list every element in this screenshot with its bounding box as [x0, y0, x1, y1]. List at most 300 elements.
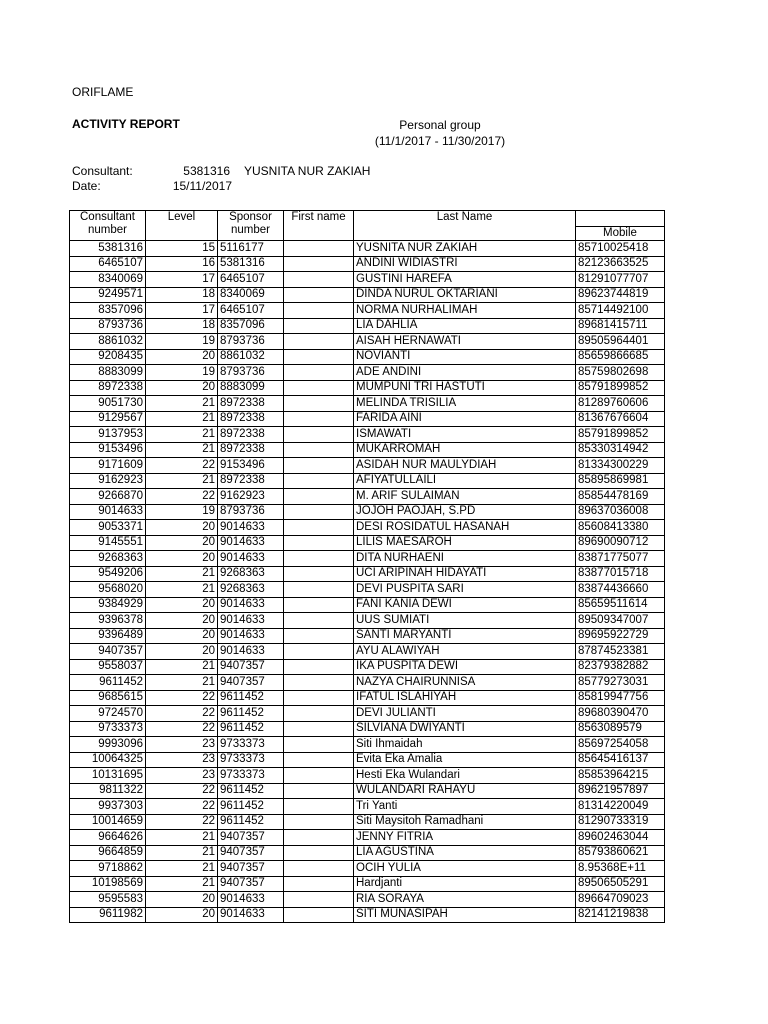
table-row	[70, 551, 665, 567]
cell-mobile: 85819947756	[576, 690, 665, 706]
cell-sponsor-number: 8883099	[218, 380, 284, 396]
cell-consultant-number: 9595583	[70, 892, 146, 908]
cell-last-name: AFIYATULLAILI	[354, 473, 576, 489]
cell-mobile: 8563089579	[576, 721, 665, 737]
cell-first-name	[284, 442, 354, 458]
cell-mobile: 85853964215	[576, 768, 665, 784]
col-first-name: First name	[284, 211, 354, 241]
cell-consultant-number: 9153496	[70, 442, 146, 458]
cell-mobile: 8.95368E+11	[576, 861, 665, 877]
cell-mobile: 82141219838	[576, 907, 665, 923]
cell-mobile: 89505964401	[576, 334, 665, 350]
cell-level: 20	[146, 380, 218, 396]
cell-level: 21	[146, 582, 218, 598]
cell-sponsor-number: 9407357	[218, 659, 284, 675]
table-row	[70, 504, 665, 520]
cell-sponsor-number: 8793736	[218, 365, 284, 381]
table-row	[70, 349, 665, 365]
cell-last-name: Hardjanti	[354, 876, 576, 892]
table-row	[70, 566, 665, 582]
cell-level: 21	[146, 675, 218, 691]
cell-level: 19	[146, 365, 218, 381]
cell-mobile: 89602463044	[576, 830, 665, 846]
cell-mobile: 85791899852	[576, 380, 665, 396]
cell-sponsor-number: 9014633	[218, 907, 284, 923]
table-row	[70, 272, 665, 288]
cell-sponsor-number: 8861032	[218, 349, 284, 365]
cell-last-name: AYU ALAWIYAH	[354, 644, 576, 660]
cell-sponsor-number: 8972338	[218, 411, 284, 427]
cell-last-name: YUSNITA NUR ZAKIAH	[354, 241, 576, 257]
cell-mobile: 81314220049	[576, 799, 665, 815]
consultant-info	[72, 164, 370, 194]
cell-mobile: 82379382882	[576, 659, 665, 675]
cell-mobile: 89623744819	[576, 287, 665, 303]
cell-first-name	[284, 721, 354, 737]
cell-sponsor-number: 8793736	[218, 504, 284, 520]
cell-sponsor-number: 5116177	[218, 241, 284, 257]
cell-level: 21	[146, 830, 218, 846]
cell-first-name	[284, 334, 354, 350]
cell-consultant-number: 5381316	[70, 241, 146, 257]
cell-mobile: 85714492100	[576, 303, 665, 319]
cell-consultant-number: 10198569	[70, 876, 146, 892]
cell-mobile: 89695922729	[576, 628, 665, 644]
cell-last-name: GUSTINI HAREFA	[354, 272, 576, 288]
table-row	[70, 876, 665, 892]
table-row	[70, 241, 665, 257]
cell-level: 22	[146, 489, 218, 505]
cell-sponsor-number: 9014633	[218, 892, 284, 908]
cell-first-name	[284, 907, 354, 923]
cell-last-name: DEVI JULIANTI	[354, 706, 576, 722]
cell-mobile: 85759802698	[576, 365, 665, 381]
cell-first-name	[284, 272, 354, 288]
group-label: Personal group	[399, 118, 481, 132]
cell-level: 21	[146, 442, 218, 458]
cell-last-name: SANTI MARYANTI	[354, 628, 576, 644]
cell-first-name	[284, 504, 354, 520]
cell-last-name: NOVIANTI	[354, 349, 576, 365]
cell-level: 17	[146, 272, 218, 288]
cell-level: 22	[146, 783, 218, 799]
cell-sponsor-number: 6465107	[218, 272, 284, 288]
cell-last-name: DINDA NURUL OKTARIANI	[354, 287, 576, 303]
cell-level: 18	[146, 318, 218, 334]
table-row	[70, 458, 665, 474]
cell-sponsor-number: 9611452	[218, 706, 284, 722]
cell-level: 19	[146, 334, 218, 350]
cell-last-name: FANI KANIA DEWI	[354, 597, 576, 613]
cell-sponsor-number: 9014633	[218, 535, 284, 551]
table-row	[70, 845, 665, 861]
cell-sponsor-number: 9611452	[218, 721, 284, 737]
cell-first-name	[284, 706, 354, 722]
cell-consultant-number: 9811322	[70, 783, 146, 799]
cell-mobile: 89621957897	[576, 783, 665, 799]
cell-consultant-number: 9384929	[70, 597, 146, 613]
cell-first-name	[284, 566, 354, 582]
cell-first-name	[284, 644, 354, 660]
cell-last-name: Siti Maysitoh Ramadhani	[354, 814, 576, 830]
cell-last-name: UCI ARIPINAH HIDAYATI	[354, 566, 576, 582]
cell-last-name: Tri Yanti	[354, 799, 576, 815]
cell-last-name: SILVIANA DWIYANTI	[354, 721, 576, 737]
col-sponsor-number: Sponsor number	[218, 211, 284, 241]
cell-consultant-number: 9611982	[70, 907, 146, 923]
cell-first-name	[284, 396, 354, 412]
cell-sponsor-number: 9014633	[218, 613, 284, 629]
cell-level: 21	[146, 473, 218, 489]
cell-consultant-number: 9733373	[70, 721, 146, 737]
cell-first-name	[284, 473, 354, 489]
cell-mobile: 85895869981	[576, 473, 665, 489]
cell-mobile: 81289760606	[576, 396, 665, 412]
cell-level: 15	[146, 241, 218, 257]
cell-consultant-number: 9993096	[70, 737, 146, 753]
cell-first-name	[284, 861, 354, 877]
table-row	[70, 752, 665, 768]
table-row	[70, 411, 665, 427]
table-row	[70, 396, 665, 412]
cell-level: 17	[146, 303, 218, 319]
table-row	[70, 814, 665, 830]
cell-sponsor-number: 9733373	[218, 737, 284, 753]
cell-sponsor-number: 8357096	[218, 318, 284, 334]
table-row	[70, 520, 665, 536]
table-row	[70, 799, 665, 815]
cell-level: 20	[146, 628, 218, 644]
cell-level: 21	[146, 659, 218, 675]
cell-consultant-number: 9724570	[70, 706, 146, 722]
cell-consultant-number: 10014659	[70, 814, 146, 830]
cell-sponsor-number: 9407357	[218, 830, 284, 846]
cell-first-name	[284, 241, 354, 257]
cell-consultant-number: 9249571	[70, 287, 146, 303]
cell-level: 21	[146, 411, 218, 427]
cell-last-name: Evita Eka Amalia	[354, 752, 576, 768]
cell-consultant-number: 9171609	[70, 458, 146, 474]
cell-level: 23	[146, 737, 218, 753]
table-row	[70, 365, 665, 381]
cell-first-name	[284, 489, 354, 505]
cell-mobile: 89637036008	[576, 504, 665, 520]
cell-sponsor-number: 8972338	[218, 473, 284, 489]
cell-consultant-number: 9937303	[70, 799, 146, 815]
cell-last-name: SITI MUNASIPAH	[354, 907, 576, 923]
cell-consultant-number: 9162923	[70, 473, 146, 489]
cell-mobile: 83874436660	[576, 582, 665, 598]
cell-last-name: MUMPUNI TRI HASTUTI	[354, 380, 576, 396]
table-row	[70, 907, 665, 923]
cell-level: 20	[146, 613, 218, 629]
cell-mobile: 89681415711	[576, 318, 665, 334]
cell-sponsor-number: 9611452	[218, 690, 284, 706]
cell-sponsor-number: 9014633	[218, 628, 284, 644]
cell-first-name	[284, 411, 354, 427]
cell-last-name: ISMAWATI	[354, 427, 576, 443]
consultant-label: Consultant:	[72, 164, 133, 178]
col-consultant-number: Consultant number	[70, 211, 146, 241]
cell-first-name	[284, 303, 354, 319]
table-row	[70, 256, 665, 272]
cell-mobile: 85659866685	[576, 349, 665, 365]
cell-consultant-number: 9396378	[70, 613, 146, 629]
cell-level: 23	[146, 752, 218, 768]
cell-consultant-number: 8883099	[70, 365, 146, 381]
cell-last-name: JENNY FITRIA	[354, 830, 576, 846]
cell-sponsor-number: 8793736	[218, 334, 284, 350]
cell-last-name: LILIS MAESAROH	[354, 535, 576, 551]
cell-level: 20	[146, 597, 218, 613]
cell-mobile: 83877015718	[576, 566, 665, 582]
cell-mobile: 89506505291	[576, 876, 665, 892]
table-row	[70, 582, 665, 598]
cell-first-name	[284, 613, 354, 629]
cell-mobile: 85791899852	[576, 427, 665, 443]
cell-first-name	[284, 349, 354, 365]
cell-first-name	[284, 427, 354, 443]
cell-level: 20	[146, 907, 218, 923]
cell-level: 21	[146, 876, 218, 892]
cell-consultant-number: 8861032	[70, 334, 146, 350]
cell-consultant-number: 6465107	[70, 256, 146, 272]
cell-first-name	[284, 799, 354, 815]
cell-first-name	[284, 737, 354, 753]
cell-mobile: 89680390470	[576, 706, 665, 722]
table-row	[70, 535, 665, 551]
cell-sponsor-number: 9162923	[218, 489, 284, 505]
cell-mobile: 89509347007	[576, 613, 665, 629]
cell-mobile: 85710025418	[576, 241, 665, 257]
cell-sponsor-number: 9611452	[218, 814, 284, 830]
cell-mobile: 85697254058	[576, 737, 665, 753]
cell-first-name	[284, 458, 354, 474]
cell-sponsor-number: 6465107	[218, 303, 284, 319]
cell-last-name: IFATUL ISLAHIYAH	[354, 690, 576, 706]
table-row	[70, 768, 665, 784]
table-row	[70, 721, 665, 737]
cell-mobile: 85608413380	[576, 520, 665, 536]
cell-last-name: OCIH YULIA	[354, 861, 576, 877]
cell-sponsor-number: 9268363	[218, 566, 284, 582]
cell-level: 22	[146, 721, 218, 737]
consultant-name: YUSNITA NUR ZAKIAH	[244, 164, 371, 178]
table-row	[70, 473, 665, 489]
cell-last-name: ADE ANDINI	[354, 365, 576, 381]
cell-mobile: 81291077707	[576, 272, 665, 288]
cell-last-name: JOJOH PAOJAH, S.PD	[354, 504, 576, 520]
cell-mobile: 81334300229	[576, 458, 665, 474]
cell-level: 21	[146, 861, 218, 877]
cell-last-name: DESI ROSIDATUL HASANAH	[354, 520, 576, 536]
cell-sponsor-number: 8972338	[218, 442, 284, 458]
table-row	[70, 737, 665, 753]
cell-first-name	[284, 597, 354, 613]
cell-consultant-number: 9396489	[70, 628, 146, 644]
cell-sponsor-number: 8972338	[218, 427, 284, 443]
cell-last-name: WULANDARI RAHAYU	[354, 783, 576, 799]
table-row	[70, 597, 665, 613]
table-body	[70, 241, 665, 923]
cell-first-name	[284, 830, 354, 846]
table-row	[70, 644, 665, 660]
table-row	[70, 427, 665, 443]
activity-table	[69, 210, 665, 923]
cell-first-name	[284, 365, 354, 381]
table-row	[70, 690, 665, 706]
cell-first-name	[284, 752, 354, 768]
table-row	[70, 628, 665, 644]
cell-consultant-number: 9549206	[70, 566, 146, 582]
cell-first-name	[284, 814, 354, 830]
cell-last-name: Hesti Eka Wulandari	[354, 768, 576, 784]
cell-level: 21	[146, 427, 218, 443]
cell-last-name: LIA AGUSTINA	[354, 845, 576, 861]
cell-sponsor-number: 9407357	[218, 876, 284, 892]
cell-consultant-number: 9568020	[70, 582, 146, 598]
table-row	[70, 613, 665, 629]
cell-level: 22	[146, 706, 218, 722]
col-mobile-label: Mobile	[576, 226, 664, 240]
cell-level: 19	[146, 504, 218, 520]
cell-level: 20	[146, 551, 218, 567]
company-name: ORIFLAME	[72, 85, 134, 99]
cell-sponsor-number: 5381316	[218, 256, 284, 272]
cell-first-name	[284, 535, 354, 551]
cell-level: 20	[146, 349, 218, 365]
table-row	[70, 783, 665, 799]
cell-consultant-number: 9611452	[70, 675, 146, 691]
cell-sponsor-number: 9733373	[218, 768, 284, 784]
cell-sponsor-number: 9014633	[218, 597, 284, 613]
cell-last-name: NAZYA CHAIRUNNISA	[354, 675, 576, 691]
cell-consultant-number: 9014633	[70, 504, 146, 520]
cell-first-name	[284, 845, 354, 861]
cell-mobile: 89690090712	[576, 535, 665, 551]
cell-sponsor-number: 9407357	[218, 845, 284, 861]
cell-consultant-number: 9407357	[70, 644, 146, 660]
cell-last-name: ANDINI WIDIASTRI	[354, 256, 576, 272]
cell-last-name: LIA DAHLIA	[354, 318, 576, 334]
cell-last-name: M. ARIF SULAIMAN	[354, 489, 576, 505]
cell-level: 22	[146, 690, 218, 706]
table-row	[70, 675, 665, 691]
col-level: Level	[146, 211, 218, 241]
table-row	[70, 442, 665, 458]
cell-first-name	[284, 659, 354, 675]
cell-consultant-number: 9208435	[70, 349, 146, 365]
cell-first-name	[284, 783, 354, 799]
cell-level: 20	[146, 892, 218, 908]
cell-level: 21	[146, 396, 218, 412]
table-row	[70, 861, 665, 877]
cell-level: 21	[146, 845, 218, 861]
cell-sponsor-number: 9014633	[218, 644, 284, 660]
cell-sponsor-number: 9014633	[218, 520, 284, 536]
cell-mobile: 89664709023	[576, 892, 665, 908]
table-row	[70, 318, 665, 334]
cell-sponsor-number: 9611452	[218, 799, 284, 815]
cell-consultant-number: 8793736	[70, 318, 146, 334]
cell-first-name	[284, 551, 354, 567]
cell-mobile: 85645416137	[576, 752, 665, 768]
cell-mobile: 82123663525	[576, 256, 665, 272]
cell-mobile: 85854478169	[576, 489, 665, 505]
cell-consultant-number: 10064325	[70, 752, 146, 768]
cell-last-name: MELINDA TRISILIA	[354, 396, 576, 412]
table-row	[70, 830, 665, 846]
cell-last-name: AISAH HERNAWATI	[354, 334, 576, 350]
col-mobile	[576, 211, 665, 241]
cell-mobile: 85793860621	[576, 845, 665, 861]
cell-consultant-number: 10131695	[70, 768, 146, 784]
cell-sponsor-number: 8972338	[218, 396, 284, 412]
cell-mobile: 81367676604	[576, 411, 665, 427]
cell-first-name	[284, 582, 354, 598]
cell-sponsor-number: 9268363	[218, 582, 284, 598]
group-period	[370, 117, 510, 149]
cell-consultant-number: 8340069	[70, 272, 146, 288]
cell-last-name: DEVI PUSPITA SARI	[354, 582, 576, 598]
table-row	[70, 489, 665, 505]
table-row	[70, 334, 665, 350]
cell-last-name: RIA SORAYA	[354, 892, 576, 908]
cell-sponsor-number: 9611452	[218, 783, 284, 799]
cell-consultant-number: 9137953	[70, 427, 146, 443]
cell-level: 18	[146, 287, 218, 303]
cell-last-name: IKA PUSPITA DEWI	[354, 659, 576, 675]
cell-level: 16	[146, 256, 218, 272]
cell-consultant-number: 8972338	[70, 380, 146, 396]
cell-mobile: 85659511614	[576, 597, 665, 613]
cell-mobile: 83871775077	[576, 551, 665, 567]
cell-sponsor-number: 8340069	[218, 287, 284, 303]
cell-last-name: FARIDA AINI	[354, 411, 576, 427]
cell-last-name: MUKARROMAH	[354, 442, 576, 458]
cell-first-name	[284, 520, 354, 536]
table-row	[70, 659, 665, 675]
cell-mobile: 81290733319	[576, 814, 665, 830]
cell-consultant-number: 9664626	[70, 830, 146, 846]
cell-consultant-number: 9685615	[70, 690, 146, 706]
cell-level: 23	[146, 768, 218, 784]
cell-consultant-number: 9145551	[70, 535, 146, 551]
table-row	[70, 892, 665, 908]
cell-mobile: 85330314942	[576, 442, 665, 458]
cell-last-name: UUS SUMIATI	[354, 613, 576, 629]
cell-level: 20	[146, 520, 218, 536]
cell-sponsor-number: 9733373	[218, 752, 284, 768]
cell-sponsor-number: 9153496	[218, 458, 284, 474]
cell-level: 21	[146, 566, 218, 582]
cell-sponsor-number: 9407357	[218, 675, 284, 691]
cell-level: 20	[146, 535, 218, 551]
cell-last-name: ASIDAH NUR MAULYDIAH	[354, 458, 576, 474]
cell-consultant-number: 9051730	[70, 396, 146, 412]
cell-level: 22	[146, 814, 218, 830]
table-header-row	[70, 211, 665, 241]
cell-consultant-number: 9558037	[70, 659, 146, 675]
cell-first-name	[284, 690, 354, 706]
cell-consultant-number: 9129567	[70, 411, 146, 427]
cell-consultant-number: 8357096	[70, 303, 146, 319]
cell-mobile: 87874523381	[576, 644, 665, 660]
table-row	[70, 380, 665, 396]
cell-level: 22	[146, 458, 218, 474]
cell-mobile: 85779273031	[576, 675, 665, 691]
col-last-name: Last Name	[354, 211, 576, 241]
